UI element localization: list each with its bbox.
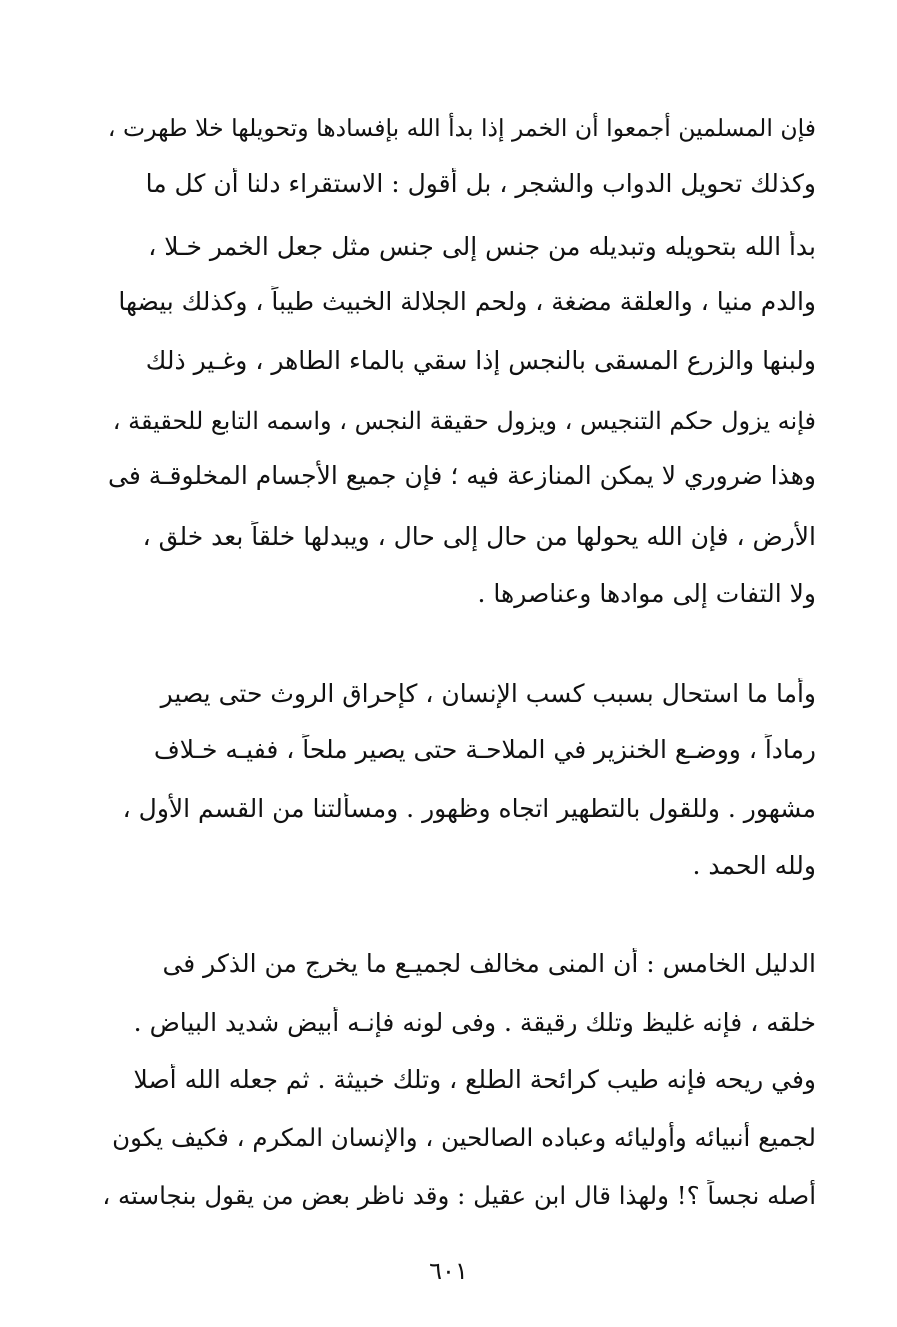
text-line: والدم منيا ، والعلقة مضغة ، ولحم الجلالة الخبيث طيباً ، وكذلك بيضها: [118, 287, 816, 316]
text-line: أصله نجساً ؟! ولهذا قال ابن عقيل : وقد ناظر بعض من يقول بنجاسته ،: [102, 1181, 816, 1210]
text-line: ولبنها والزرع المسقى بالنجس إذا سقي بالماء الطاهر ، وغـير ذلك: [145, 346, 816, 375]
text-line: وفي ريحه فإنه طيب كرائحة الطلع ، وتلك خبيثة . ثم جعله الله أصلا: [133, 1065, 816, 1094]
text-line: فإنه يزول حكم التنجيس ، ويزول حقيقة النجس ، واسمه التابع للحقيقة ،: [112, 407, 816, 435]
text-line: الأرض ، فإن الله يحولها من حال إلى حال ، ويبدلها خلقاً بعد خلق ،: [142, 522, 816, 551]
page-number: ٦٠١: [429, 1257, 468, 1285]
text-line: بدأ الله بتحويله وتبديله من جنس إلى جنس مثل جعل الخمر خـلا ،: [148, 232, 816, 261]
text-line: فإن المسلمين أجمعوا أن الخمر إذا بدأ الله بإفسادها وتحويلها خلا طهرت ،: [107, 114, 816, 142]
text-line: وكذلك تحويل الدواب والشجر ، بل أقول : الاستقراء دلنا أن كل ما: [145, 169, 816, 198]
text-line: الدليل الخامس : أن المنى مخالف لجميـع ما يخرج من الذكر فى: [162, 949, 816, 978]
text-line: ولله الحمد .: [692, 851, 816, 880]
text-line: رماداً ، ووضـع الخنزير في الملاحـة حتى يصير ملحاً ، ففيـه خـلاف: [153, 735, 816, 764]
text-line: مشهور . وللقول بالتطهير اتجاه وظهور . ومسألتنا من القسم الأول ،: [122, 794, 816, 823]
text-line: وهذا ضروري لا يمكن المنازعة فيه ؛ فإن جميع الأجسام المخلوقـة فى: [108, 461, 816, 490]
text-line: لجميع أنبيائه وأوليائه وعباده الصالحين ، والإنسان المكرم ، فكيف يكون: [112, 1123, 816, 1152]
text-line: خلقه ، فإنه غليظ وتلك رقيقة . وفى لونه فإنـه أبيض شديد البياض .: [133, 1008, 816, 1037]
text-line: ولا التفات إلى موادها وعناصرها .: [477, 579, 816, 608]
text-line: وأما ما استحال بسبب كسب الإنسان ، كإحراق الروث حتى يصير: [160, 679, 816, 708]
